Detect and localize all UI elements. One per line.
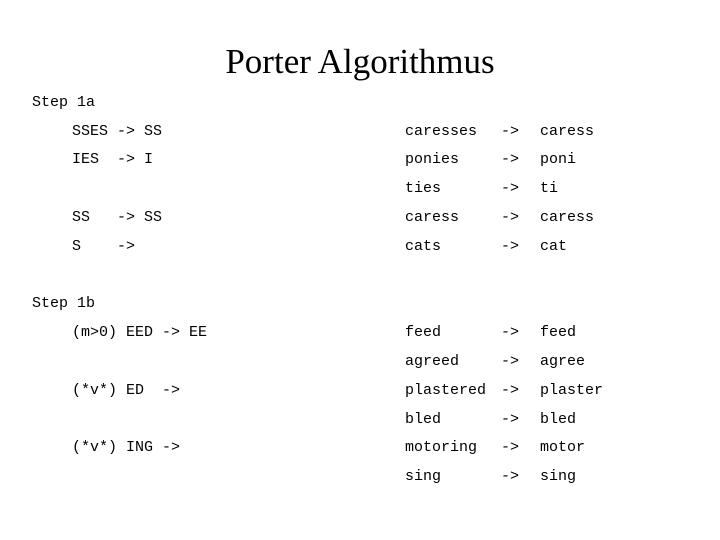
- example-word: bled: [405, 411, 442, 428]
- example-result: cat: [540, 238, 568, 255]
- example-word: ties: [405, 180, 442, 197]
- example-arrow: ->: [501, 209, 520, 226]
- example-result: bled: [540, 411, 577, 428]
- slide-title: Porter Algorithmus: [225, 42, 495, 81]
- example-word: cats: [405, 238, 442, 255]
- step-1a-label: Step 1a: [32, 94, 96, 111]
- example-arrow: ->: [501, 123, 520, 140]
- example-word: motoring: [405, 439, 478, 456]
- example-result: caress: [540, 123, 595, 140]
- example-result: ti: [540, 180, 559, 197]
- example-result: feed: [540, 324, 577, 341]
- example-result: sing: [540, 468, 577, 485]
- step-1a-rule-sses: SSES -> SS: [72, 123, 163, 140]
- example-result: plaster: [540, 382, 604, 399]
- step-1b-rule-ing: (*v*) ING ->: [72, 439, 181, 456]
- step-1a-rule-s: S ->: [72, 238, 136, 255]
- example-word: caress: [405, 209, 460, 226]
- example-word: feed: [405, 324, 442, 341]
- step-1a-rule-ies: IES -> I: [72, 151, 154, 168]
- example-result: poni: [540, 151, 577, 168]
- step-1a-rule-ss: SS -> SS: [72, 209, 163, 226]
- example-word: ponies: [405, 151, 460, 168]
- example-result: agree: [540, 353, 586, 370]
- step-1b-label: Step 1b: [32, 295, 96, 312]
- example-arrow: ->: [501, 353, 520, 370]
- example-arrow: ->: [501, 180, 520, 197]
- step-1b-rule-eed: (m>0) EED -> EE: [72, 324, 208, 341]
- example-word: agreed: [405, 353, 460, 370]
- example-word: plastered: [405, 382, 487, 399]
- step-1b-rule-ed: (*v*) ED ->: [72, 382, 181, 399]
- example-arrow: ->: [501, 382, 520, 399]
- example-word: sing: [405, 468, 442, 485]
- example-arrow: ->: [501, 468, 520, 485]
- example-arrow: ->: [501, 151, 520, 168]
- example-arrow: ->: [501, 324, 520, 341]
- example-arrow: ->: [501, 238, 520, 255]
- example-arrow: ->: [501, 411, 520, 428]
- example-word: caresses: [405, 123, 478, 140]
- example-arrow: ->: [501, 439, 520, 456]
- example-result: motor: [540, 439, 586, 456]
- example-result: caress: [540, 209, 595, 226]
